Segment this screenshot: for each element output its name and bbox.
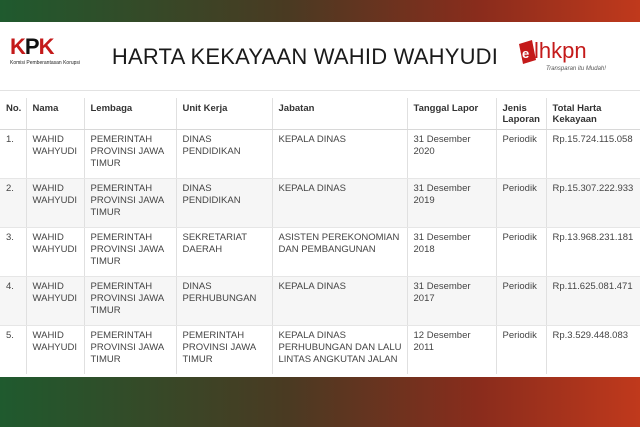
column-header: Tanggal Lapor <box>407 98 496 130</box>
kpk-logo-mark: KPK <box>10 34 54 59</box>
kpk-logo-subtitle: Komisi Pemberantasan Korupsi <box>10 60 81 66</box>
cell-nama: WAHID WAHYUDI <box>26 228 84 277</box>
cell-no: 3. <box>0 228 26 277</box>
cell-jabatan: KEPALA DINAS <box>272 277 407 326</box>
cell-total-harta: Rp.15.307.222.933 <box>546 179 640 228</box>
cell-tanggal-lapor: 31 Desember 2017 <box>407 277 496 326</box>
cell-nama: WAHID WAHYUDI <box>26 277 84 326</box>
column-header: Total Harta Kekayaan <box>546 98 640 130</box>
cell-nama: WAHID WAHYUDI <box>26 130 84 179</box>
cell-jabatan: KEPALA DINAS <box>272 179 407 228</box>
cell-tanggal-lapor: 31 Desember 2018 <box>407 228 496 277</box>
cell-lembaga: PEMERINTAH PROVINSI JAWA TIMUR <box>84 228 176 277</box>
column-header: Lembaga <box>84 98 176 130</box>
cell-jenis-laporan: Periodik <box>496 130 546 179</box>
wealth-table <box>0 98 640 374</box>
cell-nama: WAHID WAHYUDI <box>26 179 84 228</box>
cell-lembaga: PEMERINTAH PROVINSI JAWA TIMUR <box>84 179 176 228</box>
cell-total-harta: Rp.3.529.448.083 <box>552 330 629 341</box>
table-row <box>0 228 640 277</box>
table-header-row <box>0 98 640 130</box>
table-row <box>0 130 640 179</box>
cell-unit-kerja: SEKRETARIAT DAERAH <box>176 228 272 277</box>
cell-total-harta: Rp.13.968.231.181 <box>546 228 640 277</box>
report-panel <box>0 22 640 377</box>
cell-jabatan: KEPALA DINAS PERHUBUNGAN DAN LALU LINTAS ANGKUTAN JALAN <box>272 326 407 375</box>
cell-unit-kerja: DINAS PENDIDIKAN <box>176 179 272 228</box>
column-header: Jabatan <box>272 98 407 130</box>
cell-tanggal-lapor: 31 Desember 2020 <box>407 130 496 179</box>
column-header: Jenis Laporan <box>496 98 546 130</box>
cell-tanggal-lapor: 12 Desember 2011 <box>407 326 496 375</box>
cell-total-harta: Rp.11.625.081.471 <box>546 277 640 326</box>
page-title: HARTA KEKAYAAN WAHID WAHYUDI <box>111 44 499 69</box>
column-header: No. <box>0 98 26 130</box>
header <box>0 22 640 91</box>
column-header: Nama <box>26 98 84 130</box>
cell-lembaga: PEMERINTAH PROVINSI JAWA TIMUR <box>84 277 176 326</box>
elhkpn-logo <box>516 38 626 78</box>
cell-unit-kerja: DINAS PENDIDIKAN <box>176 130 272 179</box>
cell-no: 5. <box>0 326 26 375</box>
cell-no: 4. <box>0 277 26 326</box>
cell-unit-kerja: PEMERINTAH PROVINSI JAWA TIMUR <box>176 326 272 375</box>
cell-jabatan: ASISTEN PEREKONOMIAN DAN PEMBANGUNAN <box>272 228 407 277</box>
cell-jenis-laporan: Periodik <box>496 228 546 277</box>
cell-jenis-laporan: Periodik <box>496 179 546 228</box>
cell-jabatan: KEPALA DINAS <box>272 130 407 179</box>
cell-no: 2. <box>0 179 26 228</box>
table-row <box>0 326 640 375</box>
cell-total-harta: Rp.15.724.115.058 <box>546 130 640 179</box>
cell-unit-kerja: DINAS PERHUBUNGAN <box>176 277 272 326</box>
wealth-table-container <box>0 98 640 374</box>
cell-jenis-laporan: Periodik <box>496 326 546 375</box>
cell-lembaga: PEMERINTAH PROVINSI JAWA TIMUR <box>84 326 176 375</box>
elhkpn-logo-text: lhkpn <box>534 38 587 63</box>
table-row <box>0 179 640 228</box>
table-row <box>0 277 640 326</box>
column-header: Unit Kerja <box>176 98 272 130</box>
cell-no: 1. <box>0 130 26 179</box>
kpk-logo <box>10 36 90 78</box>
cell-tanggal-lapor: 31 Desember 2019 <box>407 179 496 228</box>
cell-lembaga: PEMERINTAH PROVINSI JAWA TIMUR <box>84 130 176 179</box>
elhkpn-tagline: Transparan itu Mudah! <box>546 66 606 72</box>
cell-jenis-laporan: Periodik <box>496 277 546 326</box>
cell-nama: WAHID WAHYUDI <box>26 326 84 375</box>
svg-text:e: e <box>522 46 530 61</box>
